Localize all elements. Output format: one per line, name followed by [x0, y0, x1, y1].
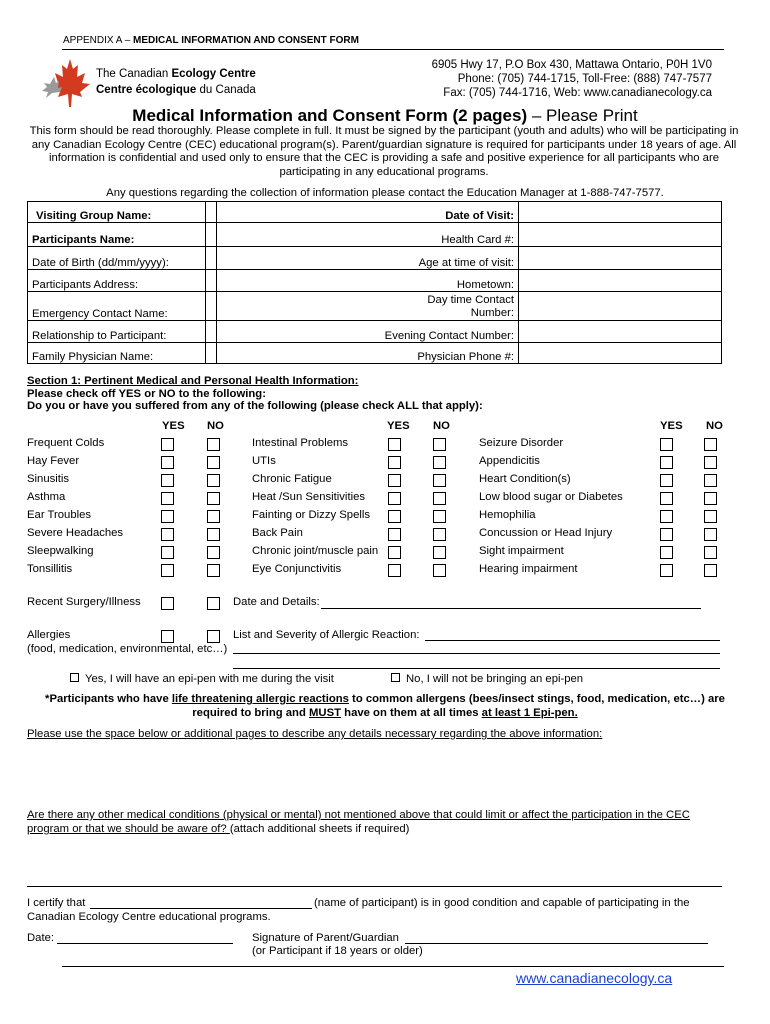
footer-website-link[interactable]: www.canadianecology.ca: [516, 970, 673, 986]
header-rule: [62, 49, 724, 50]
emergency-contact-label: Emergency Contact Name:: [28, 292, 206, 321]
condition-yes-checkbox[interactable]: [660, 546, 673, 559]
condition-no-checkbox[interactable]: [207, 564, 220, 577]
condition-no-checkbox[interactable]: [207, 456, 220, 469]
physician-field[interactable]: [206, 343, 216, 364]
condition-label: Chronic Fatigue: [252, 473, 332, 485]
health-card-label: Health Card #:: [216, 223, 518, 247]
condition-yes-checkbox[interactable]: [388, 456, 401, 469]
condition-no-checkbox[interactable]: [433, 528, 446, 541]
condition-label: Hearing impairment: [479, 563, 578, 575]
condition-label: Heart Condition(s): [479, 473, 571, 485]
epipen-no-checkbox[interactable]: [391, 673, 400, 682]
physician-label: Family Physician Name:: [28, 343, 206, 364]
condition-label: Chronic joint/muscle pain: [252, 545, 379, 557]
condition-no-checkbox[interactable]: [207, 528, 220, 541]
signature-label: Signature of Parent/Guardian (or Participant if 18 years or older): [252, 932, 423, 957]
age-field[interactable]: [519, 247, 722, 270]
condition-no-checkbox[interactable]: [207, 510, 220, 523]
condition-no-checkbox[interactable]: [433, 564, 446, 577]
hometown-field[interactable]: [519, 270, 722, 292]
section1-heading-block: Section 1: Pertinent Medical and Personal Health Information: Please check off YES or NO to the following: Do you or have you suffered from any of the following (please check ALL that apply):: [27, 375, 483, 412]
condition-label: Asthma: [27, 491, 66, 503]
health-card-field[interactable]: [519, 223, 722, 247]
col2-yes-header: YES: [387, 420, 410, 432]
condition-no-checkbox[interactable]: [704, 528, 717, 541]
date-of-visit-field[interactable]: [519, 202, 722, 223]
epipen-no-option[interactable]: No, I will not be bringing an epi-pen: [391, 673, 583, 685]
describe-instruction: Please use the space below or additional pages to describe any details necessary regarding the above information:: [27, 728, 603, 740]
condition-yes-checkbox[interactable]: [660, 510, 673, 523]
condition-yes-checkbox[interactable]: [660, 438, 673, 451]
condition-no-checkbox[interactable]: [207, 546, 220, 559]
visiting-group-label: Visiting Group Name:: [28, 202, 206, 223]
allergies-details-line-3[interactable]: [233, 668, 720, 669]
col2-no-header: NO: [433, 420, 450, 432]
address-label: Participants Address:: [28, 270, 206, 292]
condition-yes-checkbox[interactable]: [161, 546, 174, 559]
day-contact-label: Day time Contact Number:: [216, 292, 518, 321]
evening-contact-field[interactable]: [519, 321, 722, 343]
condition-yes-checkbox[interactable]: [388, 510, 401, 523]
condition-no-checkbox[interactable]: [433, 492, 446, 505]
condition-label: Sleepwalking: [27, 545, 94, 557]
condition-no-checkbox[interactable]: [704, 510, 717, 523]
section-divider: [27, 886, 722, 887]
condition-no-checkbox[interactable]: [704, 564, 717, 577]
condition-yes-checkbox[interactable]: [161, 474, 174, 487]
condition-yes-checkbox[interactable]: [660, 528, 673, 541]
col3-yes-header: YES: [660, 420, 683, 432]
certify-text-b: (name of participant) is in good condition and capable of participating in the: [314, 897, 690, 909]
condition-no-checkbox[interactable]: [433, 438, 446, 451]
col1-no-header: NO: [207, 420, 224, 432]
condition-label: Fainting or Dizzy Spells: [252, 509, 371, 521]
allergies-label: Allergies: [27, 629, 71, 641]
condition-label: Seizure Disorder: [479, 437, 564, 449]
condition-yes-checkbox[interactable]: [388, 474, 401, 487]
condition-yes-checkbox[interactable]: [388, 564, 401, 577]
condition-label: Sinusitis: [27, 473, 70, 485]
condition-yes-checkbox[interactable]: [660, 564, 673, 577]
surgery-yes-checkbox[interactable]: [161, 597, 174, 610]
epipen-yes-checkbox[interactable]: [70, 673, 79, 682]
date-of-visit-label: Date of Visit:: [216, 202, 518, 223]
condition-label: Tonsillitis: [27, 563, 73, 575]
participant-name-line[interactable]: [90, 908, 312, 909]
allergies-no-checkbox[interactable]: [207, 630, 220, 643]
organization-name: The Canadian Ecology Centre Centre écologique du Canada: [96, 68, 256, 96]
condition-yes-checkbox[interactable]: [388, 492, 401, 505]
condition-yes-checkbox[interactable]: [388, 438, 401, 451]
allergies-details-line-2[interactable]: [233, 653, 720, 654]
physician-phone-field[interactable]: [519, 343, 722, 364]
certify-text-c: Canadian Ecology Centre educational programs.: [27, 911, 271, 923]
other-conditions-question: Are there any other medical conditions (physical or mental) not mentioned above that could limit or affect the participation in the CEC program or that we should be aware of? (attach additional sheets if required): [27, 809, 690, 835]
condition-label: Frequent Colds: [27, 437, 105, 449]
condition-no-checkbox[interactable]: [433, 510, 446, 523]
condition-label: Ear Troubles: [27, 509, 92, 521]
age-label: Age at time of visit:: [216, 247, 518, 270]
form-title: Medical Information and Consent Form (2 pages) – Please Print: [132, 106, 638, 125]
condition-label: Eye Conjunctivitis: [252, 563, 342, 575]
condition-yes-checkbox[interactable]: [161, 528, 174, 541]
condition-label: Sight impairment: [479, 545, 564, 557]
condition-yes-checkbox[interactable]: [388, 528, 401, 541]
condition-yes-checkbox[interactable]: [660, 474, 673, 487]
surgery-details-line[interactable]: [321, 608, 701, 609]
dob-field[interactable]: [206, 247, 216, 270]
condition-label: Hay Fever: [27, 455, 80, 467]
col1-yes-header: YES: [162, 420, 185, 432]
condition-label: Intestinal Problems: [252, 437, 349, 449]
condition-yes-checkbox[interactable]: [388, 546, 401, 559]
contact-address-block: 6905 Hwy 17, P.O Box 430, Mattawa Ontario, P0H 1V0 Phone: (705) 744-1715, Toll-Free: (888) 747-7577 Fax: (705) 744-1716, Web: www.canadianecology.ca: [431, 59, 712, 99]
condition-label: Hemophilia: [479, 509, 536, 521]
condition-yes-checkbox[interactable]: [660, 456, 673, 469]
allergies-details-line-1[interactable]: [425, 640, 720, 641]
condition-yes-checkbox[interactable]: [161, 438, 174, 451]
relationship-label: Relationship to Participant:: [28, 321, 206, 343]
condition-yes-checkbox[interactable]: [161, 510, 174, 523]
allergies-yes-checkbox[interactable]: [161, 630, 174, 643]
appendix-label: APPENDIX A – MEDICAL INFORMATION AND CONSENT FORM: [63, 35, 359, 46]
epipen-yes-option[interactable]: Yes, I will have an epi-pen with me during the visit: [70, 673, 334, 685]
condition-yes-checkbox[interactable]: [161, 564, 174, 577]
condition-no-checkbox[interactable]: [704, 438, 717, 451]
condition-no-checkbox[interactable]: [704, 492, 717, 505]
certify-text-a: I certify that: [27, 897, 86, 909]
condition-no-checkbox[interactable]: [207, 438, 220, 451]
surgery-label: Recent Surgery/Illness: [27, 596, 141, 608]
condition-no-checkbox[interactable]: [704, 546, 717, 559]
condition-label: Heat /Sun Sensitivities: [252, 491, 366, 503]
visiting-group-field[interactable]: [206, 202, 216, 223]
footer-rule: [62, 966, 724, 967]
relationship-field[interactable]: [206, 321, 216, 343]
evening-contact-label: Evening Contact Number:: [216, 321, 518, 343]
condition-no-checkbox[interactable]: [207, 474, 220, 487]
condition-yes-checkbox[interactable]: [161, 456, 174, 469]
condition-label: Appendicitis: [479, 455, 540, 467]
intro-paragraph: This form should be read thoroughly. Please complete in full. It must be signed by the participant (youth and adults) who will be participating in any Canadian Ecology Centre (CEC) educational program(s). Parent/guardian signature is required for participants under 18 years of age. All information is confidential and used only to ensure that the CEC is providing a safe and positive experience for all participants who are participating in any educational programs.: [29, 125, 739, 178]
allergies-sublabel: (food, medication, environmental, etc…): [27, 643, 228, 655]
day-contact-field[interactable]: [519, 292, 722, 321]
condition-no-checkbox[interactable]: [207, 492, 220, 505]
condition-no-checkbox[interactable]: [433, 474, 446, 487]
other-conditions-area[interactable]: [27, 838, 722, 883]
condition-label: Concussion or Head Injury: [479, 527, 613, 539]
surgery-details-label: Date and Details:: [233, 596, 320, 608]
allergies-details-label: List and Severity of Allergic Reaction:: [233, 629, 420, 641]
physician-phone-label: Physician Phone #:: [216, 343, 518, 364]
condition-label: Back Pain: [252, 527, 303, 539]
condition-no-checkbox[interactable]: [704, 474, 717, 487]
condition-label: Severe Headaches: [27, 527, 124, 539]
contact-line: Any questions regarding the collection of information please contact the Education Manager at 1-888-747-7577.: [106, 187, 664, 199]
epipen-note: *Participants who have life threatening allergic reactions to common allergens (bees/insect stings, food, medication, etc…) are required to bring and MUST have on them at all times at least 1 Epi-pen.: [45, 693, 725, 719]
condition-no-checkbox[interactable]: [433, 546, 446, 559]
participants-name-label: Participants Name:: [28, 223, 206, 247]
dob-label: Date of Birth (dd/mm/yyyy):: [28, 247, 206, 270]
maple-leaf-logo-icon: [40, 57, 94, 109]
condition-yes-checkbox[interactable]: [161, 492, 174, 505]
date-label: Date:: [27, 932, 55, 944]
condition-yes-checkbox[interactable]: [660, 492, 673, 505]
condition-label: UTIs: [252, 455, 276, 467]
date-line[interactable]: [57, 943, 233, 944]
participants-name-field[interactable]: [206, 223, 216, 247]
participant-info-table: [27, 201, 722, 364]
condition-no-checkbox[interactable]: [433, 456, 446, 469]
emergency-contact-field[interactable]: [206, 292, 216, 321]
condition-label: Low blood sugar or Diabetes: [479, 491, 623, 503]
condition-no-checkbox[interactable]: [704, 456, 717, 469]
address-field[interactable]: [206, 270, 216, 292]
describe-area[interactable]: [27, 745, 722, 800]
hometown-label: Hometown:: [216, 270, 518, 292]
col3-no-header: NO: [706, 420, 723, 432]
signature-line[interactable]: [405, 943, 708, 944]
surgery-no-checkbox[interactable]: [207, 597, 220, 610]
